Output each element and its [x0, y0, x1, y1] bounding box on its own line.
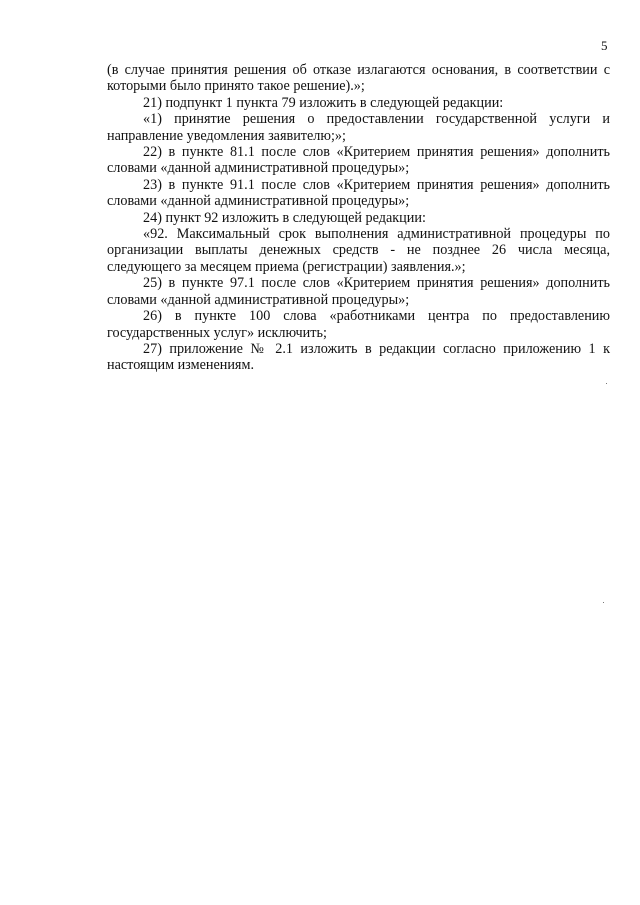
page-number: 5 [601, 38, 608, 53]
paragraph-item-23: 23) в пункте 91.1 после слов «Критерием принятия решения» дополнить словами «данной административной процедуры»; [107, 176, 610, 210]
paragraph-item-24: 24) пункт 92 изложить в следующей редакции: [143, 209, 426, 226]
document-body [107, 62, 610, 374]
paragraph-item-25: 25) в пункте 97.1 после слов «Критерием принятия решения» дополнить словами «данной административной процедуры»; [107, 275, 610, 308]
scan-speck [603, 602, 604, 603]
paragraph-item-21: 21) подпункт 1 пункта 79 изложить в следующей редакции: [143, 94, 504, 111]
paragraph-quote-item-1: «1) принятие решения о предоставлении государственной услуги и направление уведомления заявителю;»; [107, 111, 610, 144]
paragraph-continuation: (в случае принятия решения об отказе излагаются основания, в соответствии с которыми было принято такое решение).»; [107, 62, 610, 95]
scan-speck [606, 383, 607, 384]
paragraph-item-26: 26) в пункте 100 слова «работниками центра по предоставлению государственных услуг» исключить; [107, 308, 610, 341]
paragraph-item-22: 22) в пункте 81.1 после слов «Критерием принятия решения» дополнить словами «данной административной процедуры»; [107, 144, 610, 177]
paragraph-item-27: 27) приложение № 2.1 изложить в редакции согласно приложению 1 к настоящим изменениям. [107, 340, 610, 374]
paragraph-quote-item-92: «92. Максимальный срок выполнения административной процедуры по организации выплаты денежных средств - не позднее 26 числа месяца, следующего за месяцем приема (регистрации) заявления.»; [107, 226, 610, 275]
